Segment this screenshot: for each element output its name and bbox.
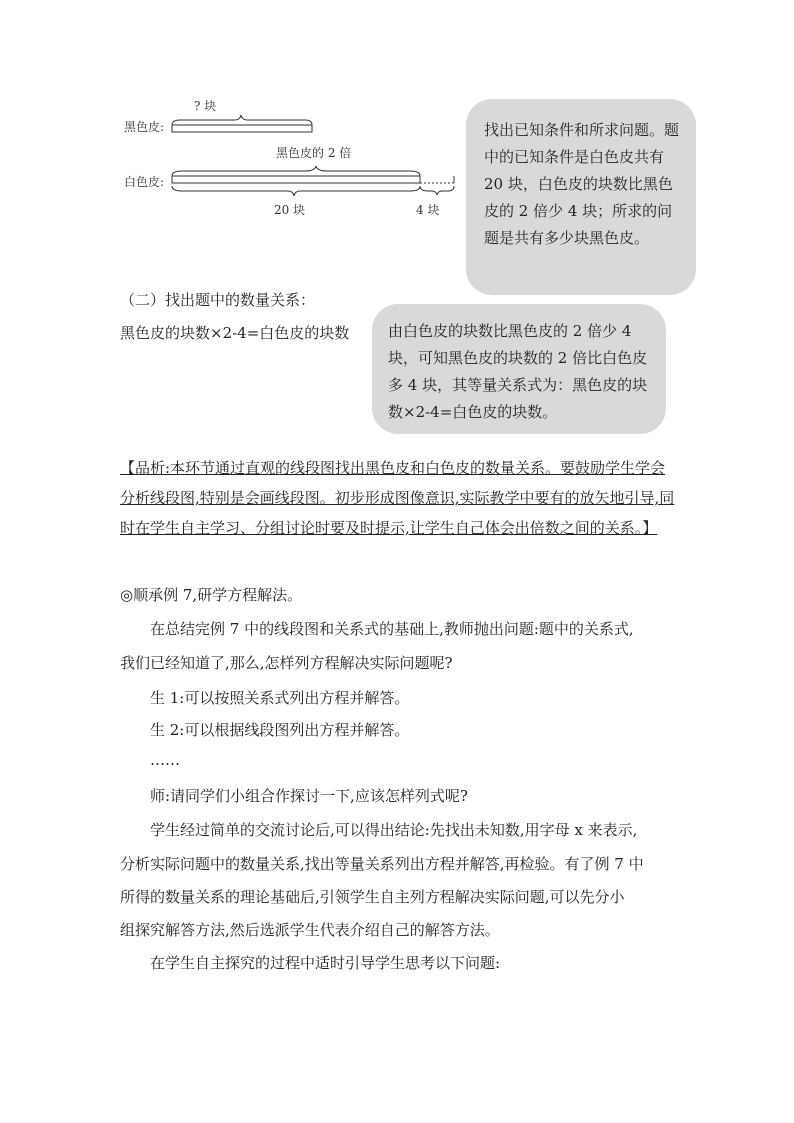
- count4-label: 4 块: [416, 203, 440, 217]
- body-line-10: 所得的数量关系的理论基础后,引领学生自主列方程解决实际问题,可以先分小: [120, 888, 625, 906]
- unknown-brace: [172, 115, 312, 125]
- unknown-label: ? 块: [194, 99, 217, 113]
- body-line-9: 分析实际问题中的数量关系,找出等量关系列出方程并解答,再检验。有了例 7 中: [120, 855, 644, 873]
- body-line-6: ……: [150, 751, 180, 769]
- bottom-brace: [172, 186, 420, 196]
- hint-bubble-2-text: 由白色皮的块数比黑色皮的 2 倍少 4 块，可知黑色皮的块数的 2 倍比白色皮多 4 块，其等量关系式为：黑色皮的块数×2-4=白色皮的块数。: [388, 322, 648, 421]
- body-line-1: ◎顺承例 7,研学方程解法。: [120, 586, 303, 604]
- body-line-5: 生 2:可以根据线段图列出方程并解答。: [150, 721, 410, 739]
- body-line-3: 我们已经知道了,那么,怎样列方程解决实际问题呢?: [120, 654, 453, 672]
- hint-bubble-1: [466, 99, 696, 295]
- relation-formula: 黑色皮的块数×2-4=白色皮的块数: [120, 324, 350, 342]
- body-line-11: 组探究解答方法,然后选派学生代表介绍自己的解答方法。: [120, 921, 500, 939]
- body-line-7: 师:请同学们小组合作探讨一下,应该怎样列式呢?: [150, 787, 468, 805]
- double-brace: [172, 166, 420, 176]
- hint-bubble-1-text: 找出已知条件和所求问题。题中的已知条件是白色皮共有 20 块，白色皮的块数比黑色皮的 2 倍少 4 块；所求的问题是共有多少块黑色皮。: [484, 121, 680, 247]
- count20-label: 20 块: [274, 203, 306, 217]
- body-line-8: 学生经过简单的交流讨论后,可以得出结论:先找出未知数,用字母 x 来表示,: [150, 821, 638, 839]
- black-segment: [172, 125, 312, 132]
- body-line-12: 在学生自主探究的过程中适时引导学生思考以下问题:: [150, 954, 501, 972]
- analysis-paragraph: 【品析:本环节通过直观的线段图找出黑色皮和白色皮的数量关系。要鼓励学生学会分析线段图,特别是会画线段图。初步形成图像意识,实际教学中要有的放矢地引导,同时在学生自主学习、分组讨论时要及时提示,让学生自己体会出倍数之间的关系。】: [120, 459, 675, 537]
- white-label: 白色皮:: [124, 175, 165, 189]
- white-segment: [172, 176, 420, 183]
- black-label: 黑色皮:: [124, 120, 165, 134]
- hint-bubble-2: [372, 304, 666, 434]
- body-line-2: 在总结完例 7 中的线段图和关系式的基础上,教师抛出问题:题中的关系式,: [150, 620, 634, 638]
- line-segment-diagram: [110, 95, 460, 225]
- bottom-brace-small: [420, 186, 454, 195]
- body-line-4: 生 1:可以按照关系式列出方程并解答。: [150, 689, 410, 707]
- double-label: 黑色皮的 2 倍: [276, 146, 352, 160]
- section-heading: （二）找出题中的数量关系：: [120, 291, 316, 309]
